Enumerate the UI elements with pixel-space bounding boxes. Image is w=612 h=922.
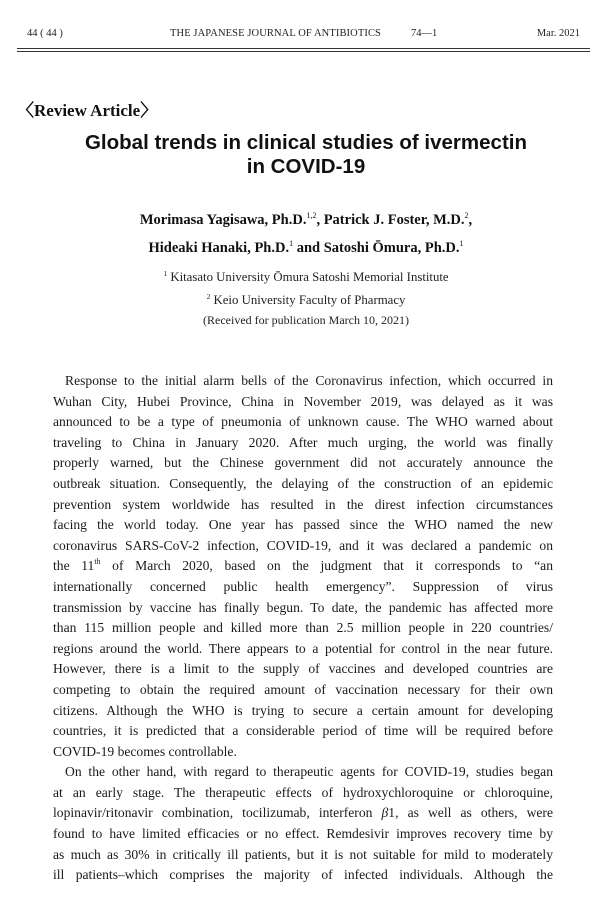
body-line: properly warned, but the Chinese government did not accurately announce the — [53, 455, 553, 471]
body-line: regions around the world. There appears to a potential for control in the near future. — [53, 640, 553, 656]
body-line: coronavirus SARS-CoV-2 infection, COVID-19, and it was declared a pandemic on — [53, 537, 553, 553]
body-line: ill patients–which comprises the majority of infected individuals. Although the — [53, 867, 553, 883]
body-line: internationally concerned public health emergency”. Suppression of virus — [53, 578, 553, 594]
body-line: transmission by vaccine has finally begun. To date, the pandemic has affected more — [53, 599, 553, 615]
affiliation — [0, 287, 612, 310]
body-line-part: 1, as well as others, were — [388, 805, 553, 821]
body-line: than 115 million people and killed more than 2.5 million people in 220 countries/ — [53, 620, 553, 636]
affiliation-text: Keio University Faculty of Pharmacy — [213, 293, 406, 307]
author-line — [0, 232, 612, 260]
body-line: found to have limited efficacies or no effect. Remdesivir improves recovery time by — [53, 826, 553, 842]
header-rule-thick — [17, 48, 590, 49]
body-line-part: of March 2020, based on the judgment that it corresponds to “an — [100, 558, 553, 574]
body-line: competing to obtain the required amount of vaccination necessary for their own — [53, 681, 553, 697]
header-rule-thin — [17, 51, 590, 52]
author-affiliation-mark: 1,2 — [306, 211, 317, 220]
body-line: prevention system worldwide has resulted in the direst infection circumstances — [53, 496, 553, 512]
affiliation — [0, 264, 612, 287]
body-line: announced to be a type of pneumonia of unknown cause. The WHO warned about — [53, 414, 553, 430]
issue-date: Mar. 2021 — [536, 28, 580, 39]
body-line: On the other hand, with regard to therapeutic agents for COVID-19, studies began — [65, 764, 553, 780]
body-line: countries, it is predicted that a considerable period of time will be required before — [53, 723, 553, 739]
body-line: Wuhan City, Hubei Province, China in November 2019, was delayed as it was — [53, 393, 553, 409]
body-line — [53, 556, 553, 577]
body-line — [53, 803, 553, 824]
author-name: Morimasa Yagisawa, Ph.D. — [139, 212, 307, 228]
author-name: Satoshi Ōmura, Ph.D. — [323, 240, 460, 256]
body-line: facing the world today. One year has passed since the WHO named the new — [53, 517, 553, 533]
running-header — [27, 28, 580, 44]
affiliation-mark: 2 — [206, 292, 211, 301]
body-line: citizens. Although the WHO is trying to secure a certain amount for developing — [53, 702, 553, 718]
page-number: 44 ( 44 ) — [27, 28, 63, 39]
author-affiliation-mark: 2 — [464, 211, 469, 220]
author-separator: and — [293, 240, 324, 256]
body-line-part: the 11 — [53, 558, 95, 574]
body-line: outbreak situation. Consequently, the delaying of the construction of an epidemic — [53, 475, 553, 491]
title-line: in COVID-19 — [246, 155, 366, 178]
author-separator: , — [316, 212, 324, 228]
body-line: However, there is a limit to the supply of vaccines and developed countries are — [53, 661, 553, 677]
author-separator: , — [468, 212, 473, 228]
body-line: COVID-19 becomes controllable. — [53, 743, 237, 759]
article-title — [0, 131, 612, 179]
body-line-part: lopinavir/ritonavir combination, tocilizumab, interferon — [53, 805, 382, 821]
affiliation-text: Kitasato University Ōmura Satoshi Memorial Institute — [170, 270, 449, 284]
body-line: as much as 30% in critically ill patients, but it is not suitable for mild to moderately — [53, 846, 553, 862]
journal-name: THE JAPANESE JOURNAL OF ANTIBIOTICS — [170, 28, 381, 39]
author-name: Patrick J. Foster, M.D. — [323, 212, 465, 228]
affiliation-mark: 1 — [163, 269, 168, 278]
author-line — [0, 204, 612, 232]
body-line: at an early stage. The therapeutic effects of hydroxychloroquine or chloroquine, — [53, 784, 553, 800]
received-date: (Received for publication March 10, 2021) — [203, 313, 409, 327]
author-affiliation-mark: 1 — [289, 239, 294, 248]
ordinal-suffix: th — [94, 557, 101, 567]
body-text — [53, 371, 553, 886]
author-list — [0, 204, 612, 260]
body-line: Response to the initial alarm bells of the Coronavirus infection, which occurred in — [65, 373, 553, 388]
title-line: Global trends in clinical studies of ivermectin — [84, 131, 527, 154]
author-name: Hideaki Hanaki, Ph.D. — [148, 240, 290, 256]
author-affiliation-mark: 1 — [459, 239, 464, 248]
volume-issue: 74—1 — [411, 28, 438, 39]
article-type: 〈Review Article〉 — [17, 101, 158, 120]
affiliations — [0, 264, 612, 310]
body-line: traveling to China in January 2020. After much urging, the world was finally — [53, 434, 553, 450]
greek-beta: β — [381, 805, 389, 821]
